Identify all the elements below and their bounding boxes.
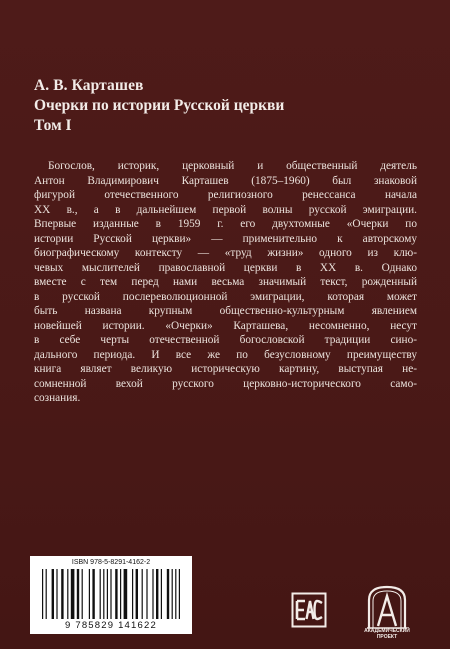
annotation-line: в себе черты отечественной богословской традиции сино- <box>34 334 417 346</box>
eac-icon <box>291 592 327 628</box>
isbn-label: ISBN 978-5-8291-4162-2 <box>71 559 151 566</box>
author-name: А. В. Карташев <box>34 77 144 94</box>
annotation-line: вместе с тем перед нами весьма значимый текст, рожденный <box>34 276 417 288</box>
annotation-line: книга являет великую историческую картину, выступая не- <box>34 363 417 375</box>
annotation-line: быть названа крупным общественно-культурным явлением <box>34 305 417 317</box>
annotation-line: Антон Владимирович Карташев (1875–1960) был знаковой <box>34 174 417 187</box>
annotation-line: сознания. <box>34 392 81 404</box>
isbn-barcode-block <box>30 556 192 634</box>
annotation-line: сомненной вехой русского церковно-исторического само- <box>34 377 417 390</box>
title-line: Очерки по истории Русской церкви <box>34 97 285 114</box>
annotation-line: Богослов, историк, церковный и общественный деятель <box>48 160 417 172</box>
annotation-line: биографическому контексту — «труд жизни» одного из клю- <box>34 247 417 259</box>
annotation-line: фигурой отечественного религиозного ренессанса начала <box>34 189 417 201</box>
annotation-line: чевых мыслителей православной церкви в XX в. Однако <box>34 261 417 274</box>
book-title <box>34 96 424 135</box>
annotation-line: истории Русской церкви» — применительно к авторскому <box>34 232 417 245</box>
annotation-line: в русской послереволюционной эмиграции, которая может <box>34 290 417 303</box>
annotation-line: дального периода. И все же по безусловному преимуществу <box>34 348 417 361</box>
barcode-icon <box>40 569 182 619</box>
annotation-line: Впервые изданные в 1959 г. его двухтомные «Очерки по <box>34 218 417 230</box>
annotation-text <box>34 159 417 406</box>
annotation-line: XX в., а в дальнейшем первой волны русской эмиграции. <box>34 203 417 216</box>
title-line: Том I <box>34 116 72 134</box>
publisher-name: АКАДЕМИЧЕСКИЙ ПРОЕКТ <box>364 628 410 640</box>
annotation-line: новейшей истории. «Очерки» Карташева, несомненно, несут <box>34 319 417 332</box>
barcode-number: 9 785829 141622 <box>65 620 157 631</box>
